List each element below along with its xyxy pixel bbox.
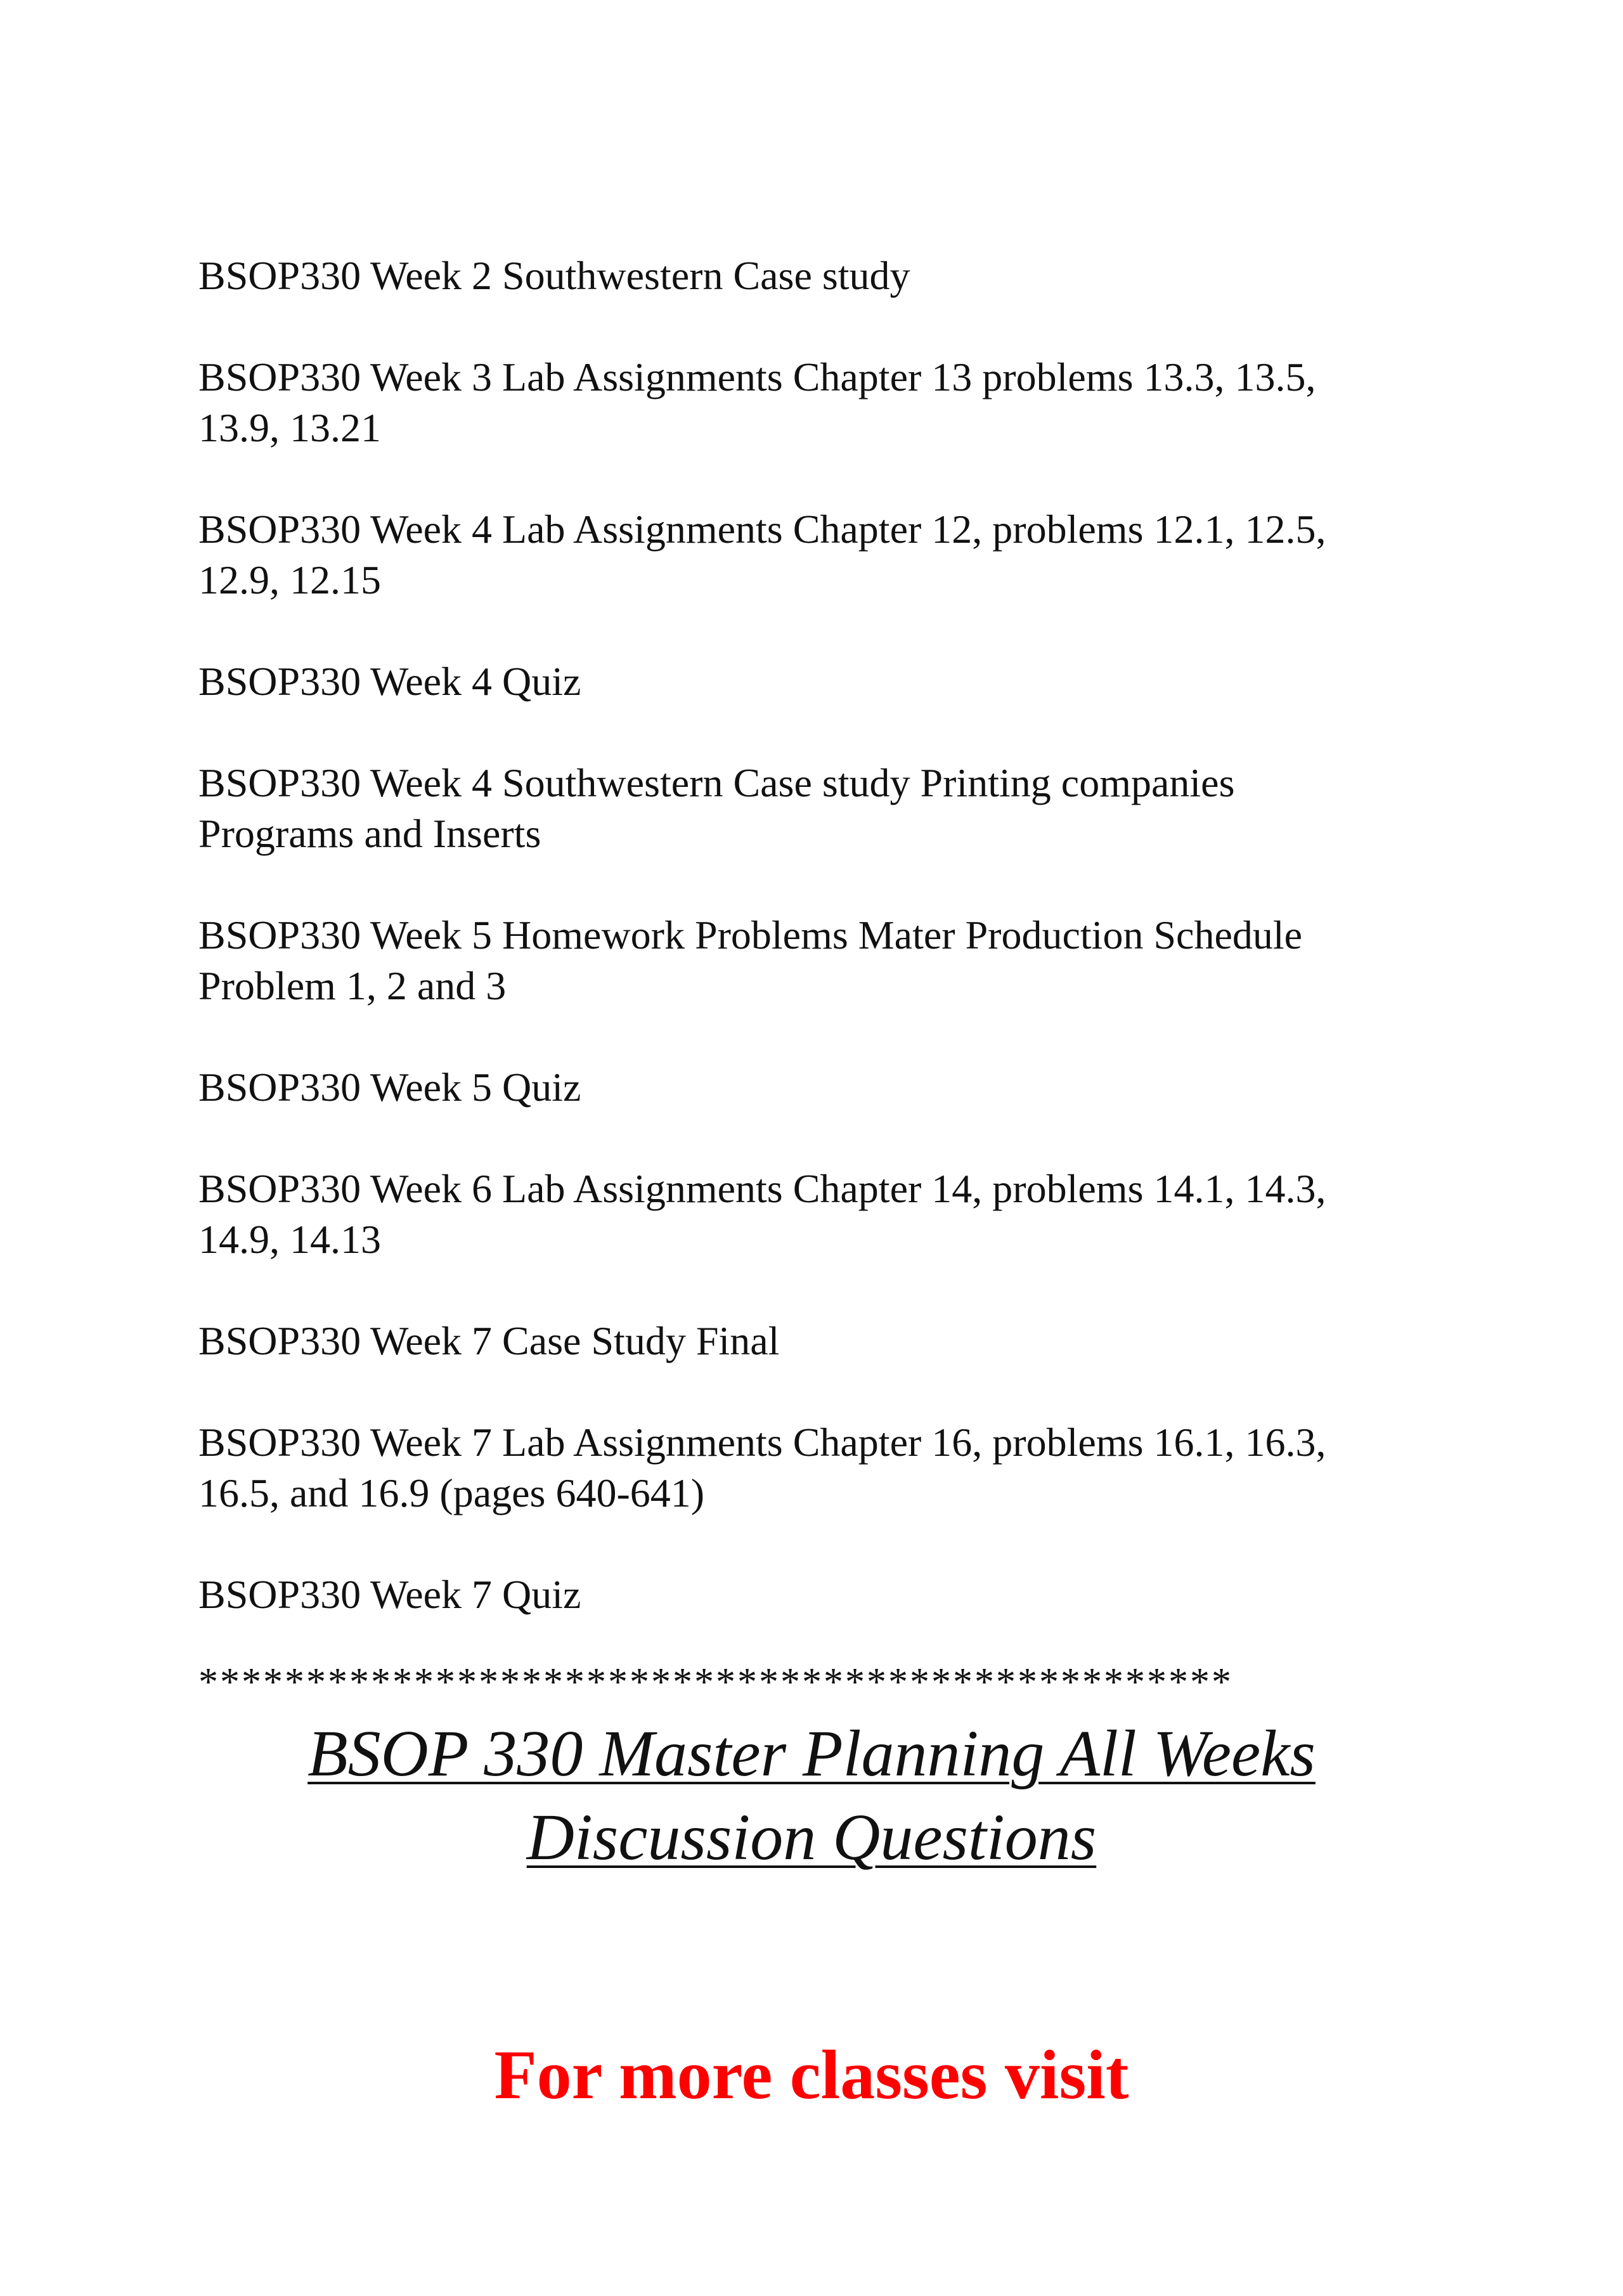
list-item: BSOP330 Week 6 Lab Assignments Chapter 14, problems 14.1, 14.3, 14.9, 14.13 [198,1166,1326,1262]
assignment-list [198,250,1466,1671]
list-item: BSOP330 Week 5 Homework Problems Mater Production Schedule Problem 1, 2 and 3 [198,912,1303,1008]
list-item: BSOP330 Week 3 Lab Assignments Chapter 13 problems 13.3, 13.5, 13.9, 13.21 [198,354,1316,450]
promo-text: For more classes visit [494,2036,1129,2113]
heading-line-1: BSOP 330 Master Planning All Weeks [307,1717,1316,1790]
list-item: BSOP330 Week 7 Case Study Final [198,1318,780,1363]
section-heading [0,1712,1623,1879]
list-item: BSOP330 Week 7 Quiz [198,1572,581,1617]
list-item: BSOP330 Week 2 Southwestern Case study [198,253,910,298]
list-item: BSOP330 Week 7 Lab Assignments Chapter 16, problems 16.1, 16.3, 16.5, and 16.9 (pages 640-641) [198,1420,1326,1515]
heading-line-2: Discussion Questions [526,1801,1097,1874]
asterisk-separator: ************************************************ [198,1661,1233,1704]
list-item: BSOP330 Week 4 Lab Assignments Chapter 12, problems 12.1, 12.5, 12.9, 12.15 [198,507,1326,602]
list-item: BSOP330 Week 5 Quiz [198,1065,581,1110]
list-item: BSOP330 Week 4 Quiz [198,659,581,704]
list-item: BSOP330 Week 4 Southwestern Case study Printing companies Programs and Inserts [198,760,1235,856]
